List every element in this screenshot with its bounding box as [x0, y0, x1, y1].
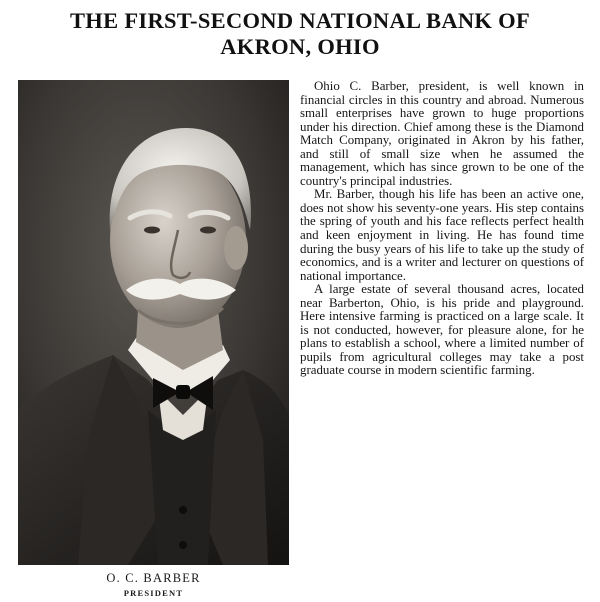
- article-paragraph-2: Mr. Barber, though his life has been an active one, does not show his seventy-one years. His step contains the spring of youth and his face reflects perfect health and keen enjoyment in living. He has found time during the busy years of his life to take up the study of economics, and is a writer and lecturer on questions of national importance.: [300, 187, 584, 283]
- portrait-photo: [18, 80, 289, 565]
- article-paragraph-3: A large estate of several thousand acres, located near Barberton, Ohio, is his pride and playground. Here intensive farming is practiced on a large scale. It is not conducted, however, for pleasure alone, for he plans to establish a school, where a limited number of pupils from agricultural colleges may take a post graduate course in modern scientific farming.: [300, 282, 584, 378]
- page-title: THE FIRST-SECOND NATIONAL BANK OF AKRON, OHIO: [70, 8, 530, 59]
- article-body: [300, 80, 584, 378]
- article-paragraph-1: Ohio C. Barber, president, is well known in financial circles in this country and abroad. Numerous small enterprises have grown to huge proportions under his direction. Chief among these is the Diamond Match Company, originated in Akron by his father, and still of small size when he assumed the management, which has since grown to be one of the country's principal industries.: [300, 79, 584, 188]
- portrait-illustration: [18, 80, 289, 565]
- portrait-caption-title: PRESIDENT: [123, 588, 184, 598]
- portrait-caption-name: O. C. BARBER: [106, 571, 201, 585]
